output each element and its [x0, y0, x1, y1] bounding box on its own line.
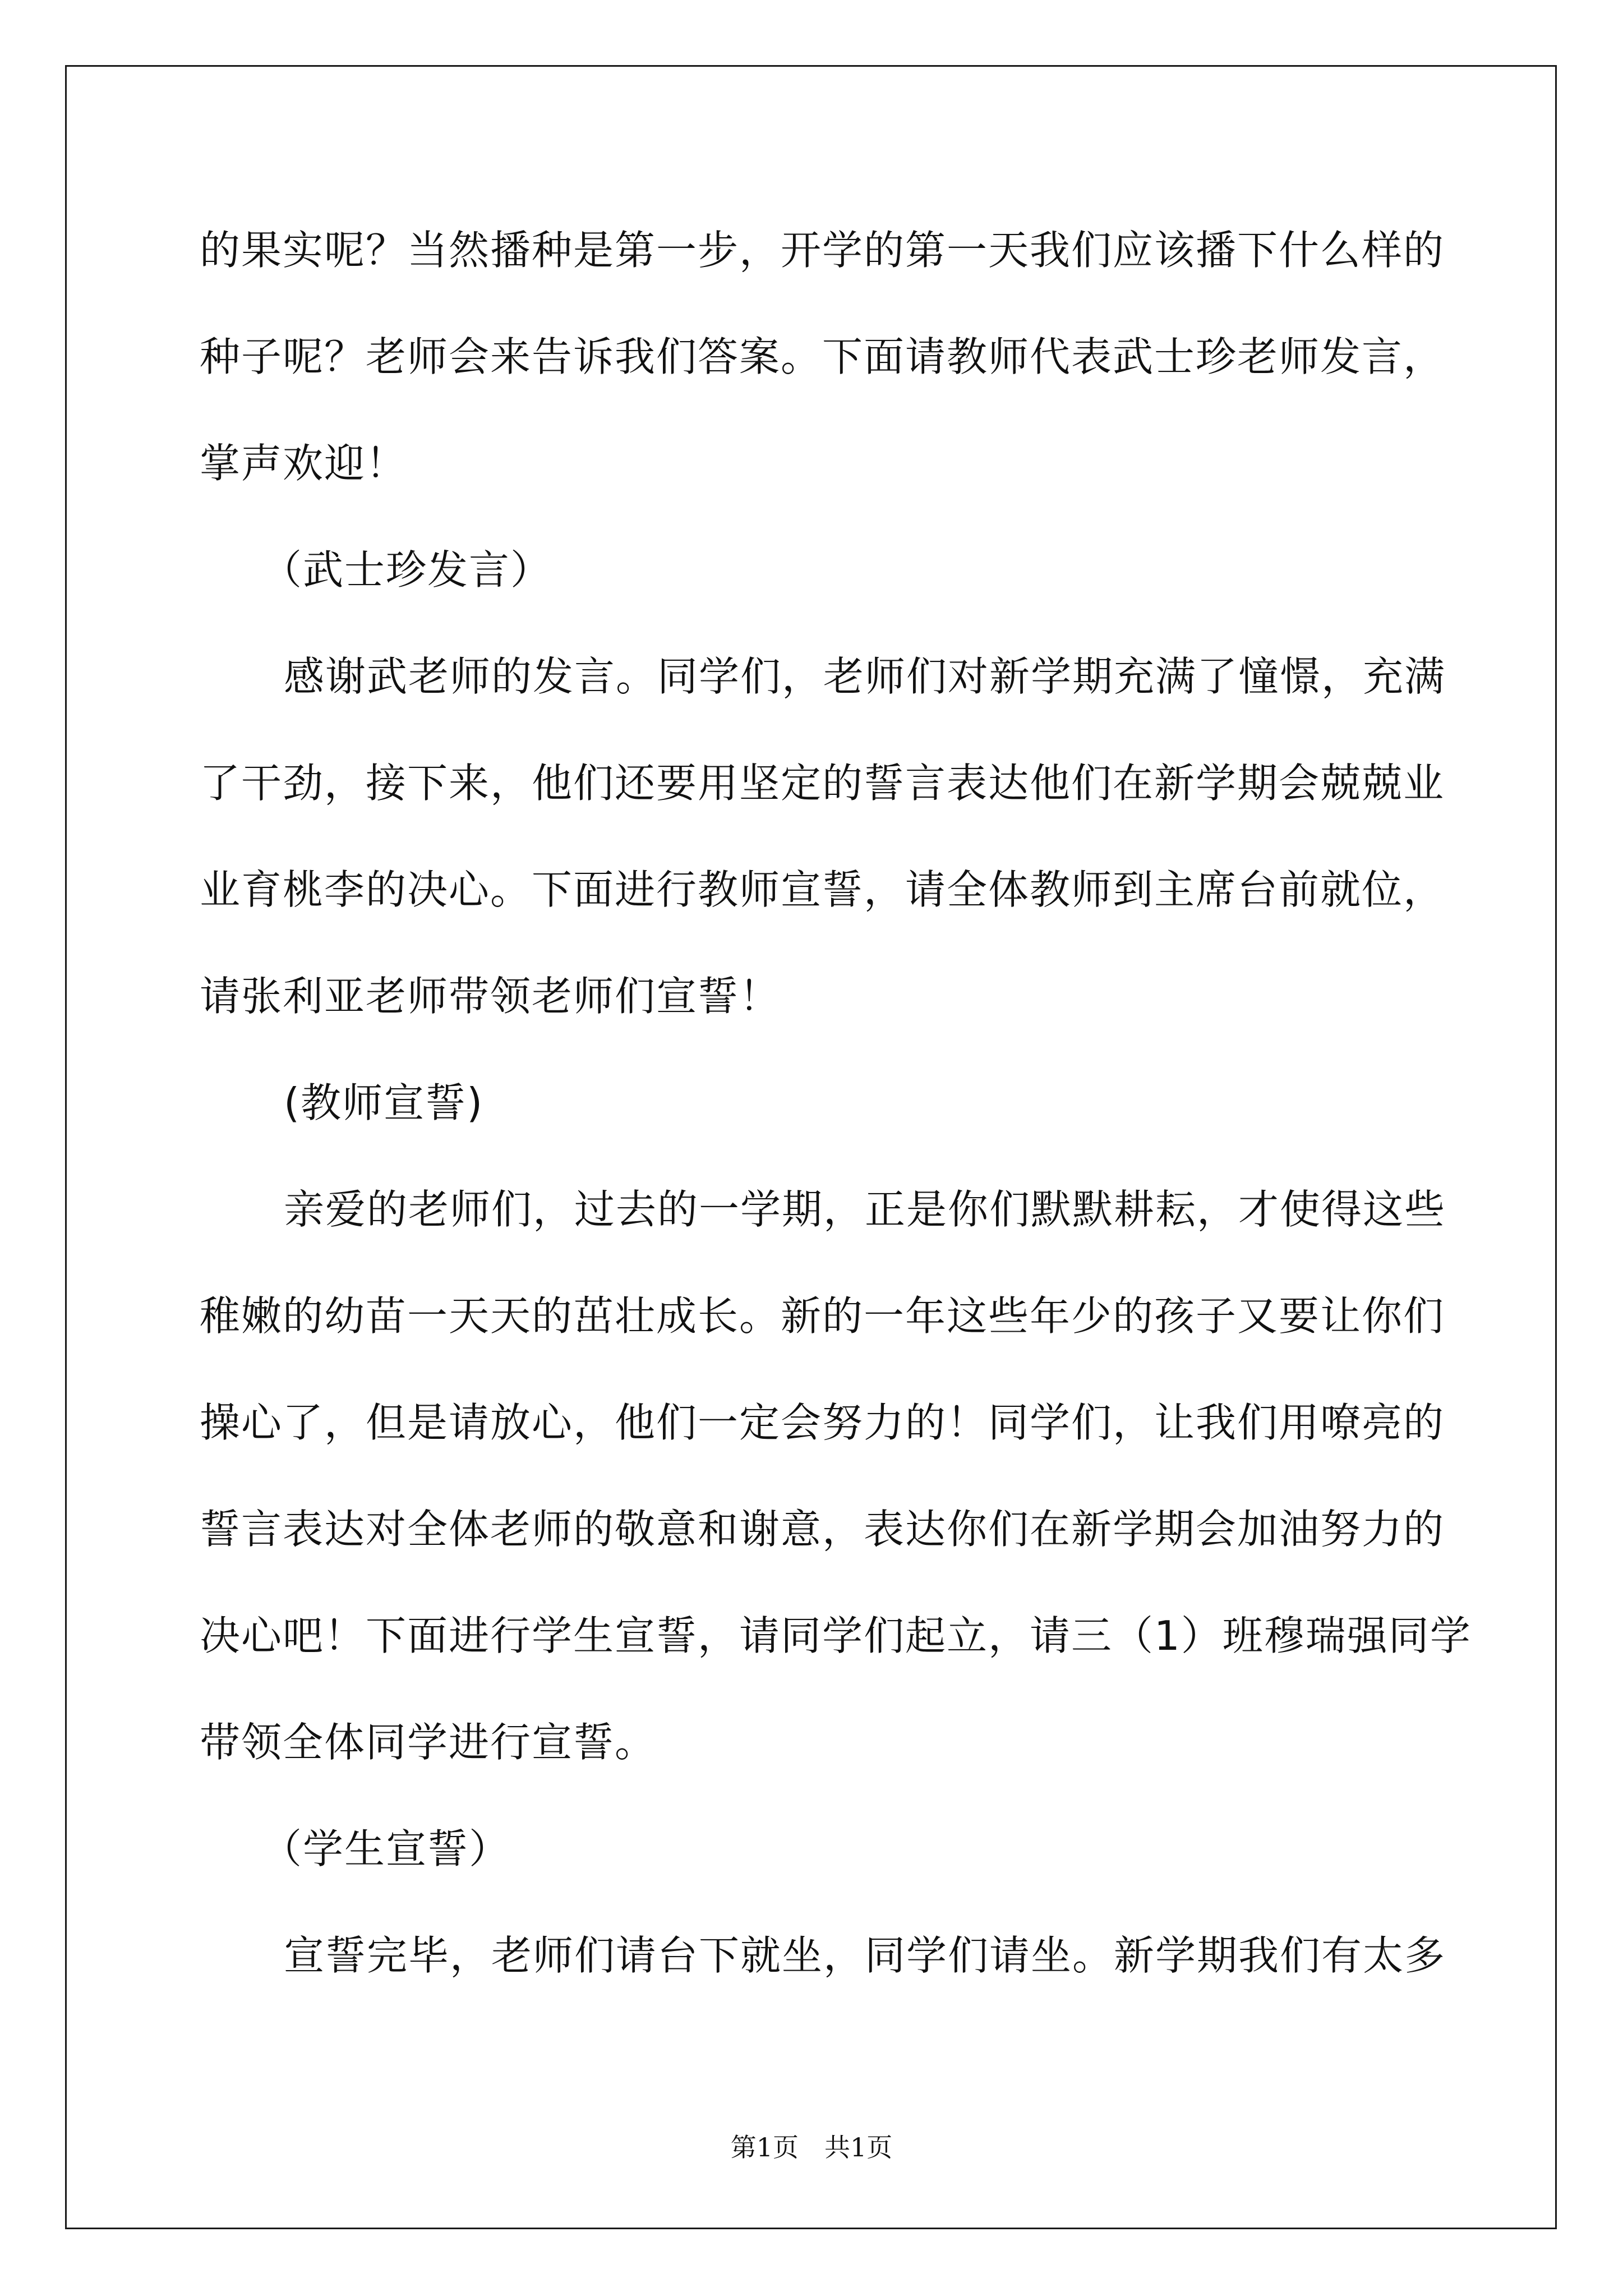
- text-line: 了干劲，接下来，他们还要用坚定的誓言表达他们在新学期会兢兢业: [200, 760, 1445, 807]
- text-line: 请张利亚老师带领老师们宣誓！: [200, 973, 781, 1020]
- page-footer: 第1页 共1页: [730, 2132, 893, 2162]
- parenthetical-line: （武士珍发言）: [261, 546, 552, 593]
- page-border: [65, 65, 1557, 2229]
- parenthetical-line: （学生宣誓）: [261, 1825, 511, 1872]
- paragraph-start: 亲爱的老师们，过去的一学期，正是你们默默耕耘，才使得这些: [284, 1186, 1446, 1233]
- text-line: 种子呢？老师会来告诉我们答案。下面请教师代表武士珍老师发言，: [200, 333, 1445, 380]
- text-line: 的果实呢？当然播种是第一步，开学的第一天我们应该播下什么样的: [200, 227, 1445, 274]
- text-line: 决心吧！下面进行学生宣誓，请同学们起立，请三（1）班穆瑞强同学: [200, 1612, 1472, 1659]
- text-line: 誓言表达对全体老师的敬意和谢意，表达你们在新学期会加油努力的: [200, 1506, 1445, 1553]
- parenthetical-line: (教师宣誓): [284, 1079, 484, 1126]
- text-line: 操心了，但是请放心，他们一定会努力的！同学们，让我们用嘹亮的: [200, 1399, 1445, 1446]
- text-line: 带领全体同学进行宣誓。: [200, 1719, 657, 1766]
- text-line: 稚嫩的幼苗一天天的茁壮成长。新的一年这些年少的孩子又要让你们: [200, 1292, 1445, 1340]
- paragraph-start: 宣誓完毕，老师们请台下就坐，同学们请坐。新学期我们有太多: [284, 1932, 1446, 1979]
- text-line: 业育桃李的决心。下面进行教师宣誓，请全体教师到主席台前就位，: [200, 866, 1445, 913]
- text-line: 掌声欢迎！: [200, 440, 408, 487]
- paragraph-start: 感谢武老师的发言。同学们，老师们对新学期充满了憧憬，充满: [284, 653, 1446, 700]
